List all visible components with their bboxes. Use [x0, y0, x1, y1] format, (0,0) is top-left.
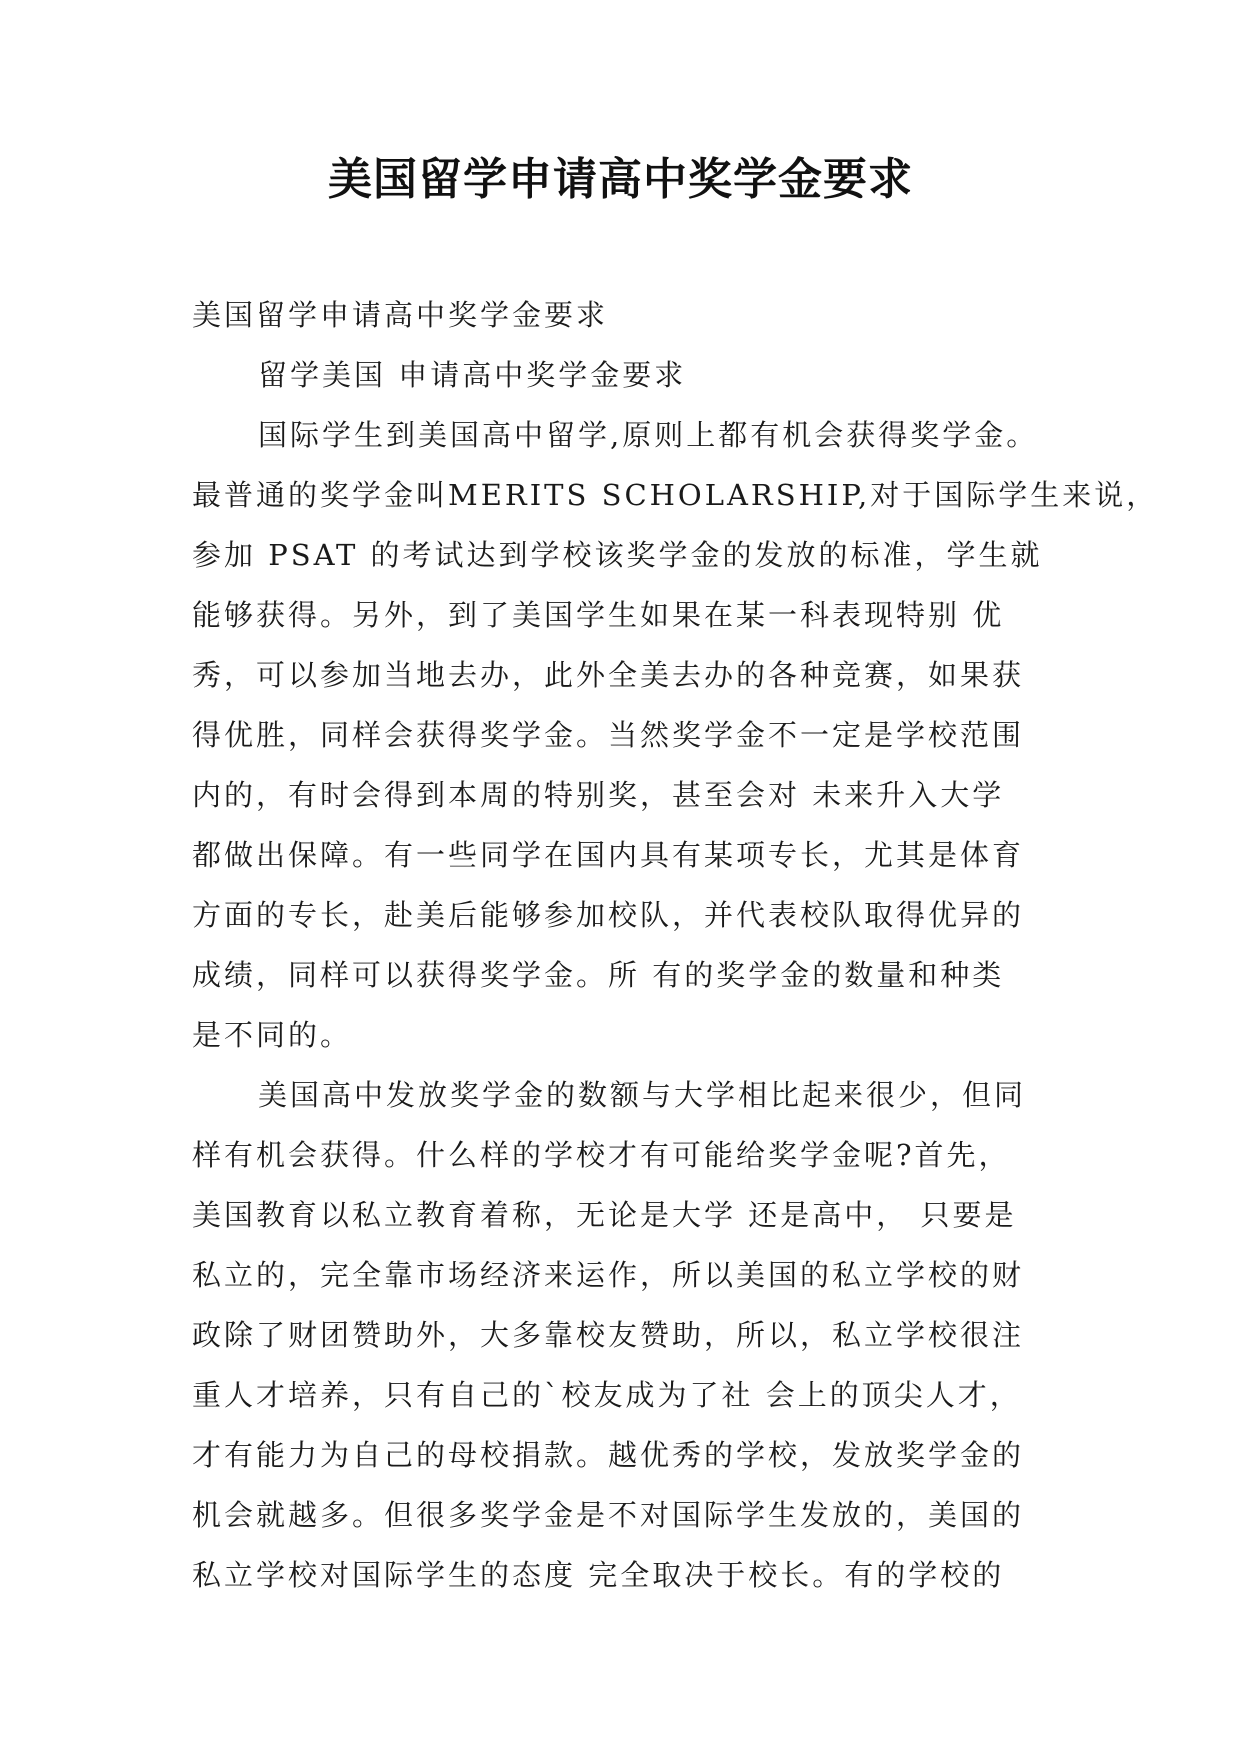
- paragraph-line: 国际学生到美国高中留学,原则上都有机会获得奖学金。: [258, 418, 1039, 452]
- paragraph-line: 最普通的奖学金叫MERITS SCHOLARSHIP,对于国际学生来说，: [192, 478, 1159, 512]
- paragraph-line: 美国教育以私立教育着称，无论是大学 还是高中， 只要是: [192, 1198, 1017, 1232]
- paragraph-line: 方面的专长，赴美后能够参加校队，并代表校队取得优异的: [192, 898, 1025, 932]
- paragraph-line: 参加 PSAT 的考试达到学校该奖学金的发放的标准，学生就: [192, 538, 1043, 572]
- paragraph-line: 是不同的。: [192, 1018, 353, 1052]
- paragraph-line: 政除了财团赞助外，大多靠校友赞助，所以，私立学校很注: [192, 1318, 1025, 1352]
- paragraph-1: [192, 405, 1159, 1065]
- paragraph-line: 机会就越多。但很多奖学金是不对国际学生发放的，美国的: [192, 1498, 1025, 1532]
- document-subtitle: 美国留学申请高中奖学金要求: [192, 298, 609, 332]
- paragraph-line: 私立的，完全靠市场经济来运作，所以美国的私立学校的财: [192, 1258, 1025, 1292]
- paragraph-line: 样有机会获得。什么样的学校才有可能给奖学金呢?首先，: [192, 1138, 1011, 1172]
- paragraph-line: 重人才培养，只有自己的`校友成为了社 会上的顶尖人才，: [192, 1378, 1022, 1412]
- paragraph-line: 得优胜，同样会获得奖学金。当然奖学金不一定是学校范围: [192, 718, 1025, 752]
- paragraph-line: 美国高中发放奖学金的数额与大学相比起来很少，但同: [258, 1078, 1027, 1112]
- paragraph-line: 私立学校对国际学生的态度 完全取决于校长。有的学校的: [192, 1558, 1005, 1592]
- document-title: 美国留学申请高中奖学金要求: [328, 154, 913, 205]
- paragraph-line: 秀，可以参加当地去办，此外全美去办的各种竞赛，如果获: [192, 658, 1025, 692]
- paragraph-line: 才有能力为自己的母校捐款。越优秀的学校，发放奖学金的: [192, 1438, 1025, 1472]
- paragraph-line: 都做出保障。有一些同学在国内具有某项专长，尤其是体育: [192, 838, 1025, 872]
- section-heading: 留学美国 申请高中奖学金要求: [258, 358, 687, 392]
- paragraph-line: 内的，有时会得到本周的特别奖，甚至会对 未来升入大学: [192, 778, 1005, 812]
- document-body: [192, 285, 1159, 1605]
- paragraph-line: 能够获得。另外，到了美国学生如果在某一科表现特别 优: [192, 598, 1005, 632]
- paragraph-line: 成绩，同样可以获得奖学金。所 有的奖学金的数量和种类: [192, 958, 1005, 992]
- paragraph-2: [192, 1065, 1062, 1605]
